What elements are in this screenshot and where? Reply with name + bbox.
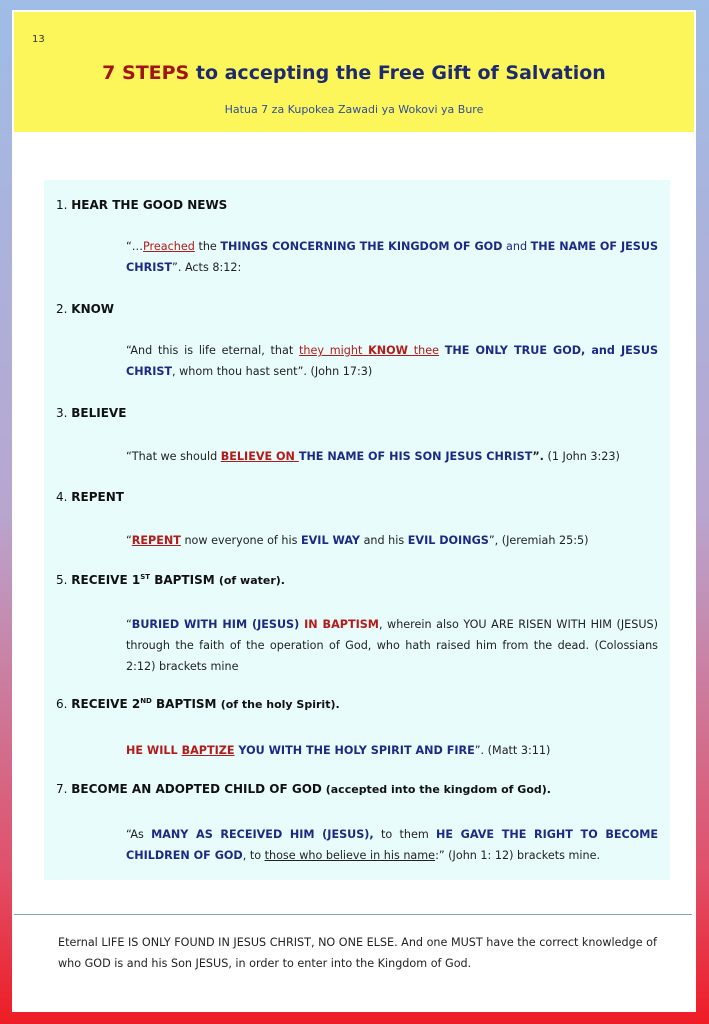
step-2-heading xyxy=(56,302,114,316)
step-6-title-text: BAPTISM xyxy=(151,697,221,711)
quote-text: ”, (Jeremiah 25:5) xyxy=(488,534,589,547)
quote-text: , whom thou hast sent”. (John 17:3) xyxy=(172,365,373,378)
quote-emphasis-blue: THE ONLY TRUE GOD, and JESUS CHRIST xyxy=(126,344,659,378)
quote-emphasis-blue: MANY AS RECEIVED HIM (JESUS), xyxy=(151,828,374,841)
step-5-quote xyxy=(126,614,658,677)
quote-emphasis-blue: EVIL WAY xyxy=(301,534,361,547)
quote-emphasis-blue: THINGS CONCERNING THE KINGDOM OF GOD xyxy=(220,240,503,253)
step-5-title-text: BAPTISM xyxy=(150,573,219,587)
step-7-title xyxy=(71,782,551,796)
step-6-heading xyxy=(56,697,340,711)
step-5-heading xyxy=(56,573,285,587)
step-1-quote xyxy=(126,236,658,278)
quote-text: (1 John 3:23) xyxy=(543,450,620,463)
quote-text: now everyone of his xyxy=(180,534,301,547)
quote-text: ”. (Matt 3:11) xyxy=(474,744,551,757)
quote-emphasis-blue: THE NAME OF JESUS CHRIST xyxy=(126,240,658,274)
quote-emphasis-blue: EVIL DOINGS xyxy=(407,534,489,547)
quote-text: and xyxy=(502,240,531,253)
step-2-quote xyxy=(126,340,658,382)
step-6-title xyxy=(71,697,339,711)
step-7-heading xyxy=(56,782,551,796)
quote-text: and his xyxy=(360,534,408,547)
step-6-title-text: RECEIVE 2 xyxy=(71,697,141,711)
quote-text: “… xyxy=(126,240,143,253)
step-6-quote xyxy=(126,740,658,761)
step-2-title: KNOW xyxy=(71,302,115,316)
quote-emphasis-red: BAPTIZE xyxy=(181,744,235,757)
quote-emphasis-red: REPENT xyxy=(131,534,181,547)
title-highlight: 7 STEPS xyxy=(102,62,190,84)
step-7-number: 7. xyxy=(56,782,72,796)
step-7-quote xyxy=(126,824,658,866)
step-6-number: 6. xyxy=(56,697,72,711)
quote-text: the xyxy=(194,240,221,253)
step-3-number: 3. xyxy=(56,406,72,420)
quote-emphasis-red: Preached xyxy=(142,240,195,253)
step-5-superscript: ST xyxy=(140,573,151,581)
step-1-number: 1. xyxy=(56,198,72,212)
title-rest: to accepting the Free Gift of Salvation xyxy=(189,62,606,84)
step-1-heading xyxy=(56,198,227,212)
step-7-title-note: (accepted into the kingdom of God). xyxy=(321,783,551,796)
quote-emphasis-red: KNOW xyxy=(368,344,409,357)
steps-panel xyxy=(44,180,670,880)
step-6-superscript: ND xyxy=(140,697,152,705)
quote-text: “ xyxy=(126,534,132,547)
step-7-title-text: BECOME AN ADOPTED CHILD OF GOD xyxy=(71,782,322,796)
quote-emphasis-blue: HE GAVE THE RIGHT TO BECOME CHILDREN OF GOD xyxy=(126,828,659,862)
quote-text: :” (John 1: 12) brackets mine. xyxy=(435,849,601,862)
quote-text: “And this is life eternal, that xyxy=(126,344,300,357)
page-number: 13 xyxy=(32,34,45,45)
quote-text: , to xyxy=(242,849,265,862)
step-1-title: HEAR THE GOOD NEWS xyxy=(71,198,228,212)
quote-text: to them xyxy=(373,828,437,841)
page-title xyxy=(14,62,694,84)
quote-emphasis-red: HE WILL xyxy=(126,744,182,757)
footer-divider xyxy=(14,914,692,915)
page xyxy=(12,10,696,1012)
quote-emphasis-red: BELIEVE ON xyxy=(220,450,299,463)
header-banner xyxy=(14,12,694,132)
quote-emphasis-blue: BURIED WITH HIM (JESUS) xyxy=(131,618,300,631)
quote-emphasis-red: thee xyxy=(408,344,440,357)
quote-text: “That we should xyxy=(126,450,221,463)
footer-note: Eternal LIFE IS ONLY FOUND IN JESUS CHRIST, NO ONE ELSE. And one MUST have the correct knowledge of who GOD is and his Son JESUS, in order to enter into the Kingdom of God. xyxy=(58,936,657,970)
page-subtitle: Hatua 7 za Kupokea Zawadi ya Wokovi ya Bure xyxy=(224,103,484,116)
step-5-number: 5. xyxy=(56,573,72,587)
step-4-title: REPENT xyxy=(71,490,124,504)
quote-text: “ xyxy=(126,618,132,631)
step-4-quote xyxy=(126,530,658,551)
quote-underlined: those who believe in his name xyxy=(264,849,436,862)
step-3-heading xyxy=(56,406,126,420)
step-4-number: 4. xyxy=(56,490,72,504)
quote-text: “As xyxy=(126,828,152,841)
step-3-title: BELIEVE xyxy=(71,406,127,420)
step-4-heading xyxy=(56,490,124,504)
step-3-quote xyxy=(126,446,658,467)
quote-emphasis-red: they might xyxy=(299,344,369,357)
step-2-number: 2. xyxy=(56,302,72,316)
quote-emphasis-blue: THE NAME OF HIS SON JESUS CHRIST xyxy=(298,450,533,463)
step-5-title-text: RECEIVE 1 xyxy=(71,573,141,587)
step-6-title-note: (of the holy Spirit). xyxy=(220,698,340,711)
quote-emphasis-blue: YOU WITH THE HOLY SPIRIT AND FIRE xyxy=(234,744,475,757)
quote-text: ”. Acts 8:12: xyxy=(172,261,242,274)
quote-text: ”. xyxy=(532,450,544,463)
quote-text: , wherein also YOU ARE RISEN WITH HIM (JESUS) through the faith of the operation of God, who hath raised him from the dead. (Colossians 2:12) brackets mine xyxy=(126,618,658,673)
step-5-title-note: (of water). xyxy=(218,574,285,587)
step-5-title xyxy=(71,573,285,587)
quote-emphasis-red: IN BAPTISM xyxy=(299,618,379,631)
